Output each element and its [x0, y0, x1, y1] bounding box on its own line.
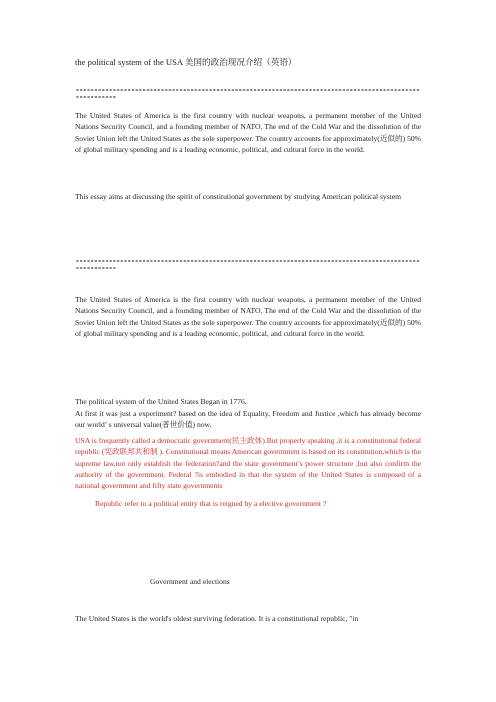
began-line: The political system of the United States Began in 1776.	[75, 397, 247, 406]
body-paragraph-1: The United States of America is the first country with nuclear weapons, a permanent member of the United Nations Security Council, and a founding member of NATO. The end of the Cold War and the dissolution of the Soviet Union left the United States as the sole superpower. The country accounts for approximately(近似的) 50% of global military spending and is a leading economic, political, and cultural force in the world.	[75, 295, 421, 338]
intro-paragraph-2: This essay aims at discussing the spirit of constitutional government by studying American political system	[75, 192, 402, 201]
intro-paragraph-1: The United States of America is the first country with nuclear weapons, a permanent member of the United Nations Security Council, and a founding member of NATO. The end of the Cold War and the dissolution of the Soviet Union left the United States as the sole superpower. The country accounts for approximately(近似的) 50% of global military spending and is a leading economic, political, and cultural force in the world.	[75, 111, 421, 154]
last-line: The United States is the world's oldest surviving federation. It is a constitutional republic, "in	[75, 614, 359, 623]
experiment-line: At first it was just a experiment? based on the idea of Equality, Freedom and Justice ,which has already become our world’ s universal value(普世价值) now.	[75, 409, 421, 430]
separator-rule-2: --------------------------------------------------------------------------------------------------------	[75, 258, 420, 272]
section-heading: Government and elections	[150, 577, 230, 586]
document-title: the political system of the USA 美国的政治现况介绍（英语）	[75, 57, 297, 67]
red-paragraph: USA is frequently called a democratic government(民主政体).But properly speaking ,it is a constitutional federal republic (宪政联邦共和制 ). Constitutional means American government is based on its constitution,which is the supreme law,not only establish the federation?and the state government’s power structure ,but also confirm the authority of the government. Federal ?is embodied in that the system of the United States is composed of a national government and fifty state governments	[75, 436, 421, 491]
red-indent-line: Republic refer to a political entity that is reigned by a elective government ?	[95, 499, 327, 508]
separator-rule-1: --------------------------------------------------------------------------------------------------------	[75, 87, 420, 101]
